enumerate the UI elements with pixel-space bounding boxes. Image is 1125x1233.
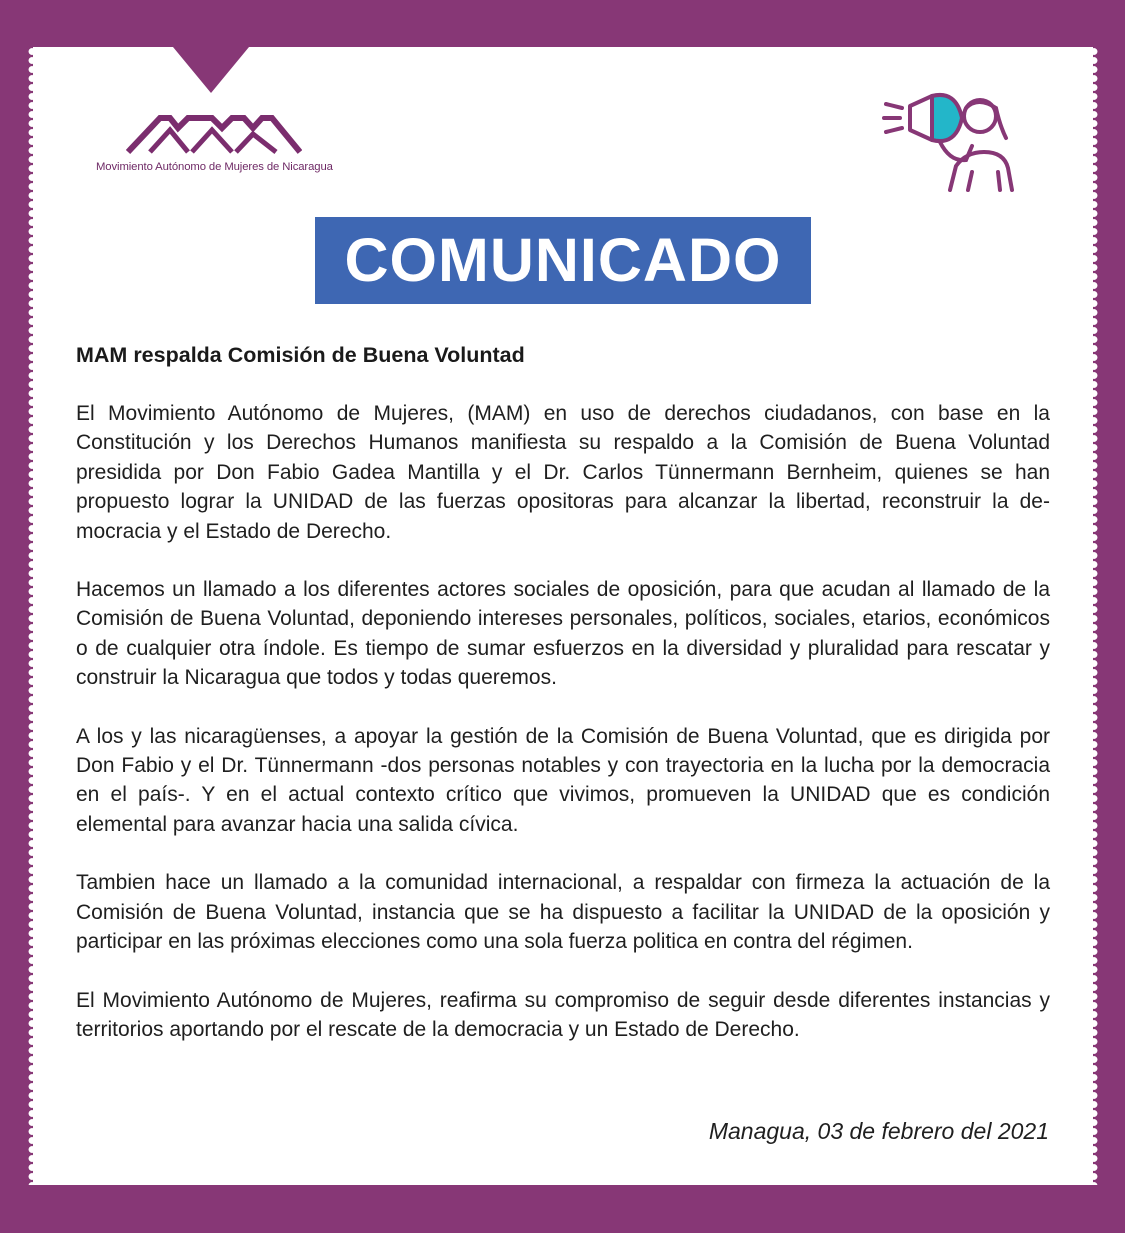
signoff-date: Managua, 03 de febrero del 2021 xyxy=(708,1118,1049,1144)
paragraph: Hacemos un llamado a los diferentes actores sociales de oposición, para que acudan al llamado de la Comisión de Buena Voluntad, deponiendo intereses personales, políticos, sociales, etarios, económicos o de cualquier otra índole. Es tiempo de sumar esfuerzos en la diversidad y pluralidad para rescatar y construir la Nicaragua que todos y todas queremos. xyxy=(76,578,1050,690)
ribbon-notch xyxy=(173,47,249,93)
document-body xyxy=(76,340,1050,1073)
mam-logo-mountains-icon xyxy=(126,108,302,156)
paragraph: El Movimiento Autónomo de Mujeres, (MAM) en uso de derechos ciudadanos, con base en la Constitución y los Derechos Humanos manifiesta su respaldo a la Comisión de Buena Voluntad presidida por Don Fabio Gadea Mantilla y el Dr. Carlos Tünnermann Bernheim, quienes se han propuesto lograr la UNIDAD de las fuerzas opositoras para alcanzar la libertad, reconstruir la democracia y el Estado de Derecho. xyxy=(76,402,1050,543)
paragraph: El Movimiento Autónomo de Mujeres, reafirma su compromiso de seguir desde diferentes instancias y territorios aportando por el rescate de la democracia y un Estado de Derecho. xyxy=(76,988,1050,1041)
banner-title: COMUNICADO xyxy=(344,226,782,294)
comunicado-banner xyxy=(315,217,811,304)
paragraph: A los y las nicaragüenses, a apoyar la gestión de la Comisión de Buena Voluntad, que es dirigida por Don Fabio y el Dr. Tünnermann -dos personas notables y con trayectoria en la lucha por la democracia en el país-. Y en el actual contexto crítico que vivimos, promueven la UNIDAD que es condición elemental para avanzar hacia una salida cívica. xyxy=(76,724,1050,836)
woman-megaphone-icon xyxy=(880,86,1020,194)
scalloped-edge-right xyxy=(1089,47,1099,1185)
paragraph: Tambien hace un llamado a la comunidad internacional, a respaldar con firmeza la actuación de la Comisión de Buena Voluntad, instancia que se ha dispuesto a facilitar la UNIDAD de la oposición y participar en las próximas elecciones como una sola fuerza politica en contra del régimen. xyxy=(76,871,1050,954)
headline: MAM respalda Comisión de Buena Voluntad xyxy=(76,343,525,367)
scalloped-edge-left xyxy=(27,47,37,1185)
logo-caption: Movimiento Autónomo de Mujeres de Nicaragua xyxy=(96,161,333,173)
